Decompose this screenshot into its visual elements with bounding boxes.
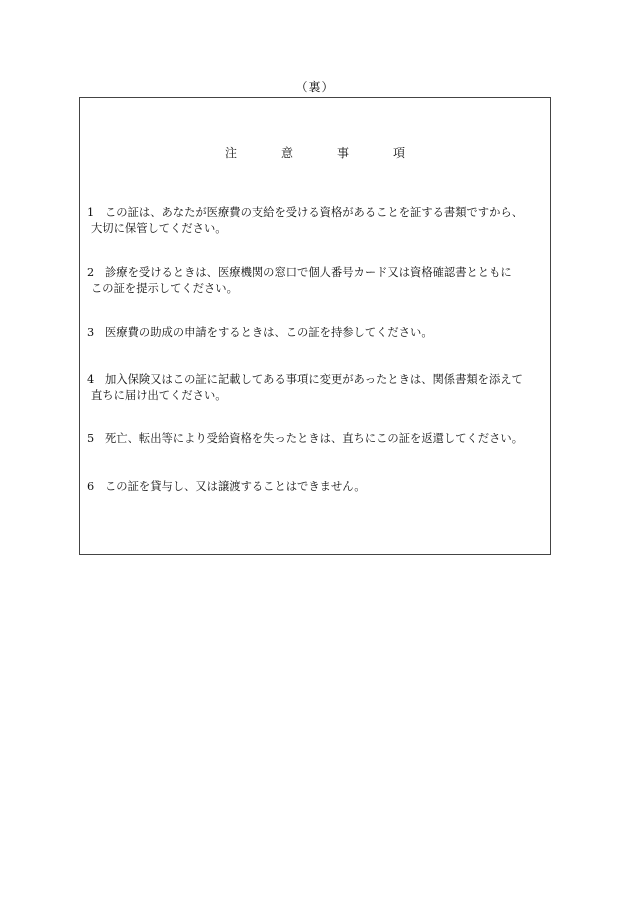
item-number: 5	[87, 432, 95, 445]
item-text-line1: この証は、あなたが医療費の支給を受ける資格があることを証する書類ですから、	[105, 206, 523, 219]
notice-item-4	[87, 372, 544, 404]
heading-char: 注	[224, 146, 237, 160]
item-text-line1: 死亡、転出等により受給資格を失ったときは、直ちにこの証を返還してください。	[105, 432, 523, 445]
item-text-line2: 大切に保管してください。	[91, 222, 227, 235]
item-number: 3	[87, 326, 95, 339]
item-number: 4	[87, 373, 95, 386]
notice-item-1	[87, 205, 544, 237]
heading-char: 意	[280, 146, 293, 160]
item-number: 6	[87, 480, 95, 493]
notice-item-3	[87, 325, 544, 341]
notice-item-5	[87, 431, 544, 447]
item-number: 1	[87, 206, 95, 219]
notice-item-6	[87, 479, 544, 495]
item-text-line1: 加入保険又はこの証に記載してある事項に変更があったときは、関係書類を添えて	[105, 373, 523, 386]
notice-heading	[80, 146, 550, 160]
notice-item-2	[87, 265, 544, 297]
item-text-line2: 直ちに届け出てください。	[91, 389, 227, 402]
item-text-line1: 医療費の助成の申請をするときは、この証を持参してください。	[105, 326, 433, 339]
item-number: 2	[87, 266, 95, 279]
item-text-line1: 診療を受けるときは、医療機関の窓口で個人番号カード又は資格確認書とともに	[105, 266, 512, 279]
heading-char: 項	[393, 146, 406, 160]
notice-card	[79, 97, 551, 555]
reverse-side-label: （裏）	[295, 80, 335, 94]
heading-char: 事	[337, 146, 350, 160]
item-text-line2: この証を提示してください。	[91, 282, 238, 295]
item-text-line1: この証を貸与し、又は譲渡することはできません。	[105, 480, 366, 493]
